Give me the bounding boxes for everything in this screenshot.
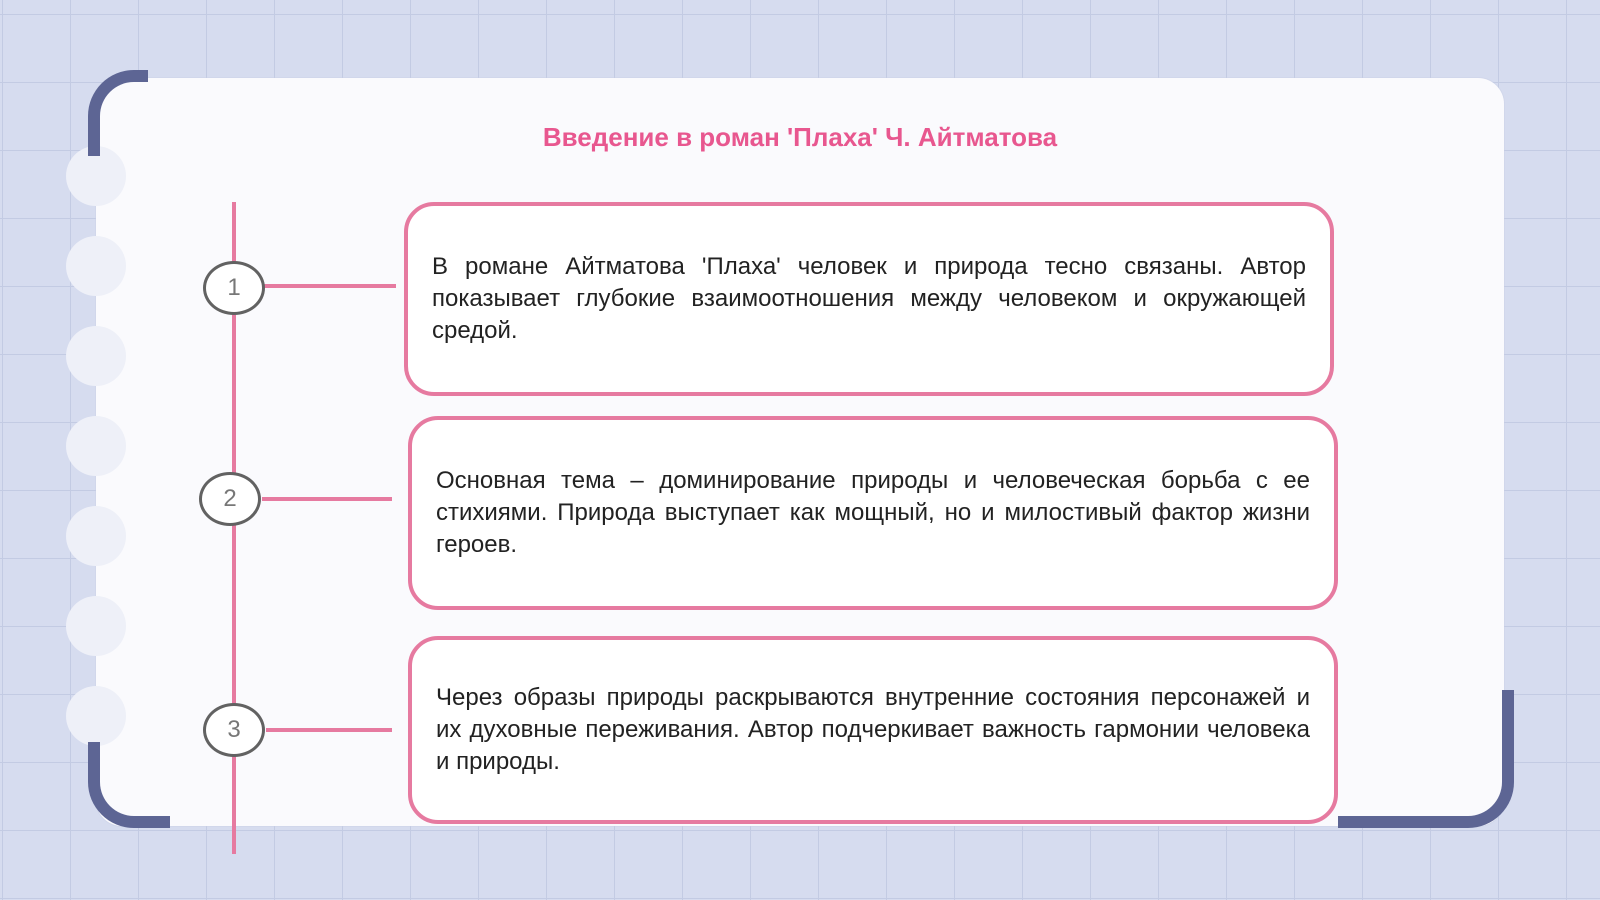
step-number-badge: [199, 472, 261, 526]
binding-hole: [66, 416, 126, 476]
timeline-connector: [266, 728, 392, 732]
timeline-connector: [262, 497, 392, 501]
binding-hole: [66, 686, 126, 746]
timeline-card-text: Основная тема – доминирование природы и человеческая борьба с ее стихиями. Природа выступает как мощный, но и милостивый фактор жизни героев.: [436, 467, 1310, 558]
timeline-connector: [264, 284, 396, 288]
step-number: 3: [227, 716, 241, 743]
step-number-badge: [203, 261, 265, 315]
step-number: 2: [223, 485, 237, 512]
timeline-card: [408, 636, 1338, 824]
binding-hole: [66, 236, 126, 296]
binding-hole: [66, 596, 126, 656]
timeline-card-text: Через образы природы раскрываются внутренние состояния персонажей и их духовные переживания. Автор подчеркивает важность гармонии человека и природы.: [436, 684, 1310, 775]
step-number-badge: [203, 703, 265, 757]
timeline-card-text: В романе Айтматова 'Плаха' человек и природа тесно связаны. Автор показывает глубокие взаимоотношения между человеком и окружающей средой.: [432, 253, 1306, 344]
step-number: 1: [227, 274, 241, 301]
timeline-card: [408, 416, 1338, 610]
binding-hole: [66, 326, 126, 386]
slide-title: Введение в роман 'Плаха' Ч. Айтматова: [542, 122, 1058, 152]
corner-bracket-bottom-right: [1338, 690, 1514, 828]
binding-hole: [66, 506, 126, 566]
timeline-card: [404, 202, 1334, 396]
